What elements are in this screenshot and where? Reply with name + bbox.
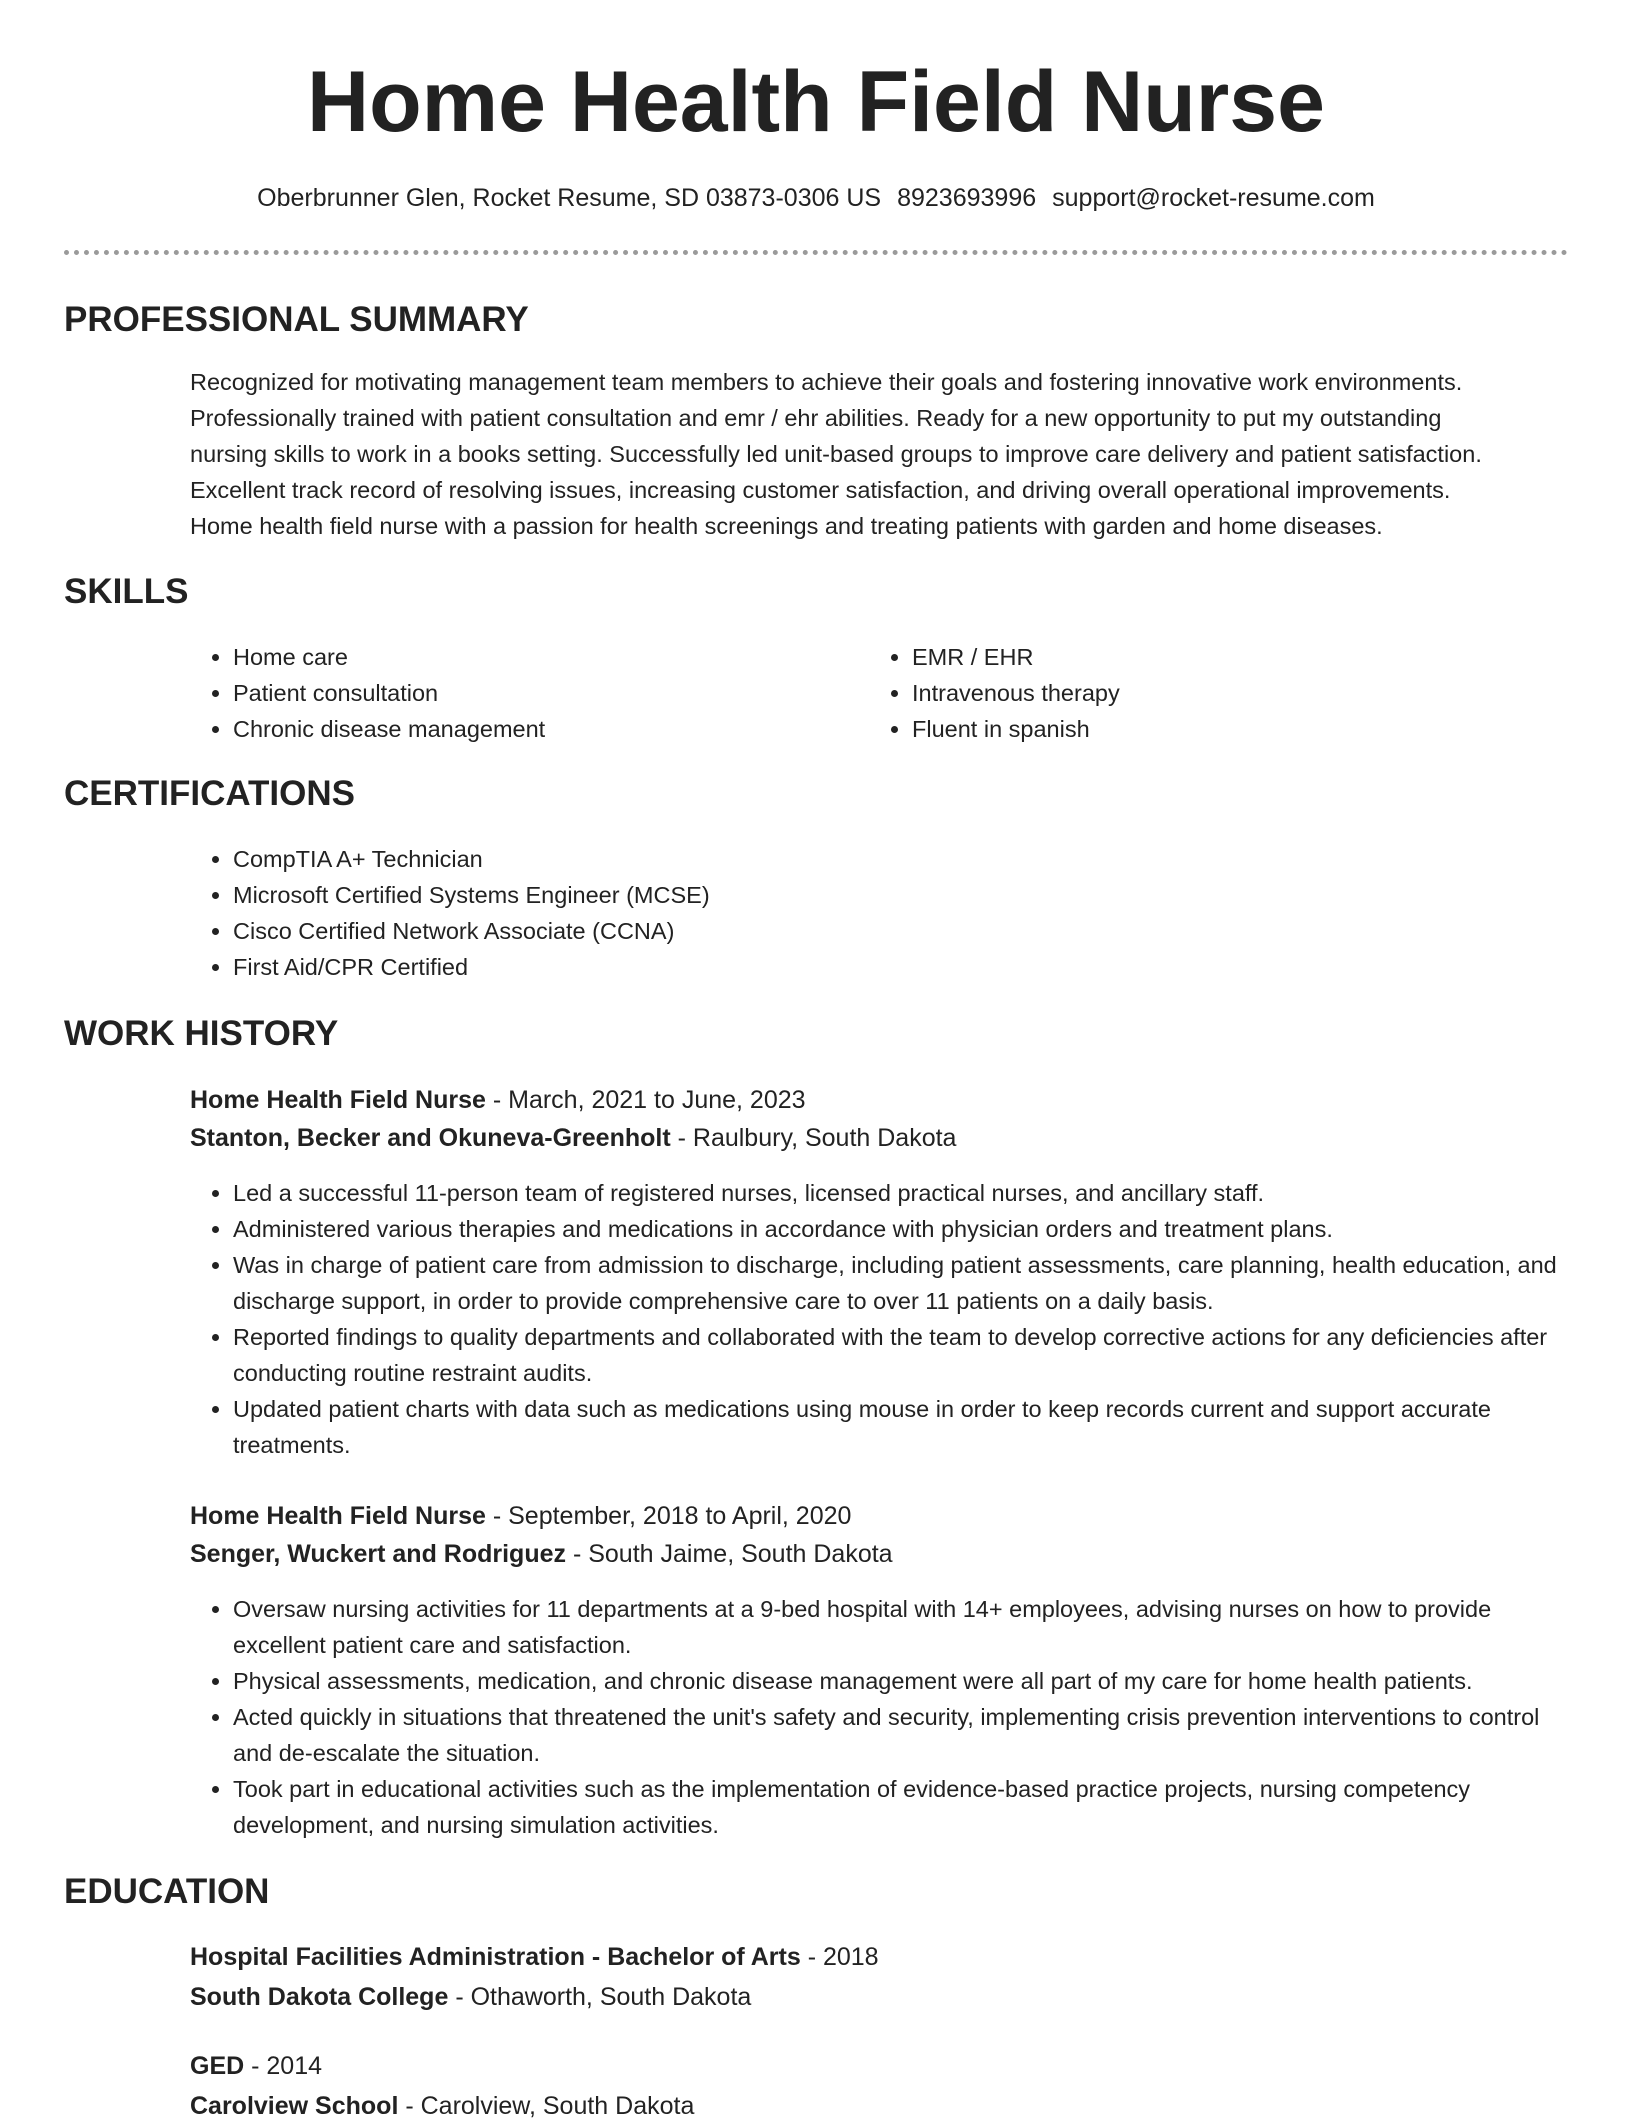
skill-item: • Home care: [233, 639, 830, 675]
certification-item: • Cisco Certified Network Associate (CCNA): [233, 913, 1570, 949]
job-dates: - March, 2021 to June, 2023: [485, 1086, 806, 1114]
skill-item: • Chronic disease management: [233, 711, 830, 747]
skills-heading: SKILLS: [64, 572, 189, 611]
skill-item: • Fluent in spanish: [912, 711, 1509, 747]
certification-item: • Microsoft Certified Systems Engineer (MCSE): [233, 877, 1570, 913]
job-bullet: • Updated patient charts with data such as medications using mouse in order to keep records current and support accurate treatments.: [233, 1391, 1570, 1463]
summary-text: [190, 364, 1570, 544]
education-degree: GED: [190, 2052, 245, 2080]
summary-heading: PROFESSIONAL SUMMARY: [64, 300, 529, 339]
skills-left-column: [190, 639, 830, 747]
job-bullet: • Reported findings to quality departments and collaborated with the team to develop corrective actions for any deficiencies after conducting routine restraint audits.: [233, 1319, 1570, 1391]
job-company: Senger, Wuckert and Rodriguez: [190, 1540, 567, 1568]
contact-phone: 8923693996: [897, 184, 1037, 212]
certification-item: • CompTIA A+ Technician: [233, 841, 1570, 877]
education-location: - Carolview, South Dakota: [398, 2092, 695, 2120]
education-school-line: [190, 2087, 1570, 2125]
education-entry: [190, 2047, 1570, 2125]
summary-line: Excellent track record of resolving issues, increasing customer satisfaction, and driving overall operational improvements.: [190, 477, 1451, 503]
education-heading: EDUCATION: [64, 1872, 270, 1911]
education-entry: [190, 1938, 1570, 2016]
job-company-line: [190, 1535, 1570, 1573]
job-bullet: • Was in charge of patient care from admission to discharge, including patient assessments, care planning, health education, and discharge support, in order to provide comprehensive care to over 11 patients on a daily basis.: [233, 1247, 1570, 1319]
job-location: - Raulbury, South Dakota: [670, 1124, 957, 1152]
education-year: - 2018: [800, 1943, 879, 1971]
education-year: - 2014: [244, 2052, 323, 2080]
job-bullet: • Acted quickly in situations that threatened the unit's safety and security, implementing crisis prevention interventions to control and de-escalate the situation.: [233, 1699, 1570, 1771]
job-entry: [190, 1081, 1570, 1157]
job-location: - South Jaime, South Dakota: [566, 1540, 893, 1568]
education-degree: Hospital Facilities Administration - Bachelor of Arts: [190, 1943, 801, 1971]
job-title: Home Health Field Nurse: [190, 1086, 486, 1114]
summary-line: Home health field nurse with a passion for health screenings and treating patients with garden and home diseases.: [190, 513, 1383, 539]
job-dates: - September, 2018 to April, 2020: [485, 1502, 852, 1530]
summary-line: nursing skills to work in a books setting. Successfully led unit-based groups to improve care delivery and patient satisfaction.: [190, 441, 1482, 467]
education-location: - Othaworth, South Dakota: [448, 1983, 752, 2011]
contact-email: support@rocket-resume.com: [1052, 184, 1375, 212]
contact-line: [0, 180, 1632, 216]
job-entry: [190, 1497, 1570, 1573]
summary-line: Professionally trained with patient consultation and emr / ehr abilities. Ready for a new opportunity to put my outstanding: [190, 405, 1442, 431]
job-company-line: [190, 1119, 1570, 1157]
certifications-list: [190, 841, 1570, 985]
job-bullets: [190, 1591, 1570, 1843]
header-divider: [64, 250, 1568, 255]
job-bullets: [190, 1175, 1570, 1463]
job-bullet: • Led a successful 11-person team of registered nurses, licensed practical nurses, and ancillary staff.: [233, 1175, 1570, 1211]
summary-line: Recognized for motivating management team members to achieve their goals and fostering innovative work environments.: [190, 369, 1463, 395]
job-bullet: • Administered various therapies and medications in accordance with physician orders and treatment plans.: [233, 1211, 1570, 1247]
education-school: Carolview School: [190, 2092, 399, 2120]
skill-item: • Intravenous therapy: [912, 675, 1509, 711]
certification-item: • First Aid/CPR Certified: [233, 949, 1570, 985]
resume-name: Home Health Field Nurse: [307, 54, 1325, 150]
job-title-line: [190, 1497, 1570, 1535]
job-bullet: • Physical assessments, medication, and chronic disease management were all part of my care for home health patients.: [233, 1663, 1570, 1699]
contact-address: Oberbrunner Glen, Rocket Resume, SD 03873-0306 US: [257, 184, 882, 212]
certifications-heading: CERTIFICATIONS: [64, 774, 356, 813]
education-school-line: [190, 1978, 1570, 2016]
skills-right-column: [869, 639, 1509, 747]
skill-item: • EMR / EHR: [912, 639, 1509, 675]
skill-item: • Patient consultation: [233, 675, 830, 711]
job-company: Stanton, Becker and Okuneva-Greenholt: [190, 1124, 671, 1152]
job-bullet: • Oversaw nursing activities for 11 departments at a 9-bed hospital with 14+ employees, advising nurses on how to provide excellent patient care and satisfaction.: [233, 1591, 1570, 1663]
education-degree-line: [190, 2047, 1570, 2085]
job-bullet: • Took part in educational activities such as the implementation of evidence-based practice projects, nursing competency development, and nursing simulation activities.: [233, 1771, 1570, 1843]
education-degree-line: [190, 1938, 1570, 1976]
education-school: South Dakota College: [190, 1983, 449, 2011]
work-history-heading: WORK HISTORY: [64, 1014, 339, 1053]
job-title-line: [190, 1081, 1570, 1119]
job-title: Home Health Field Nurse: [190, 1502, 486, 1530]
